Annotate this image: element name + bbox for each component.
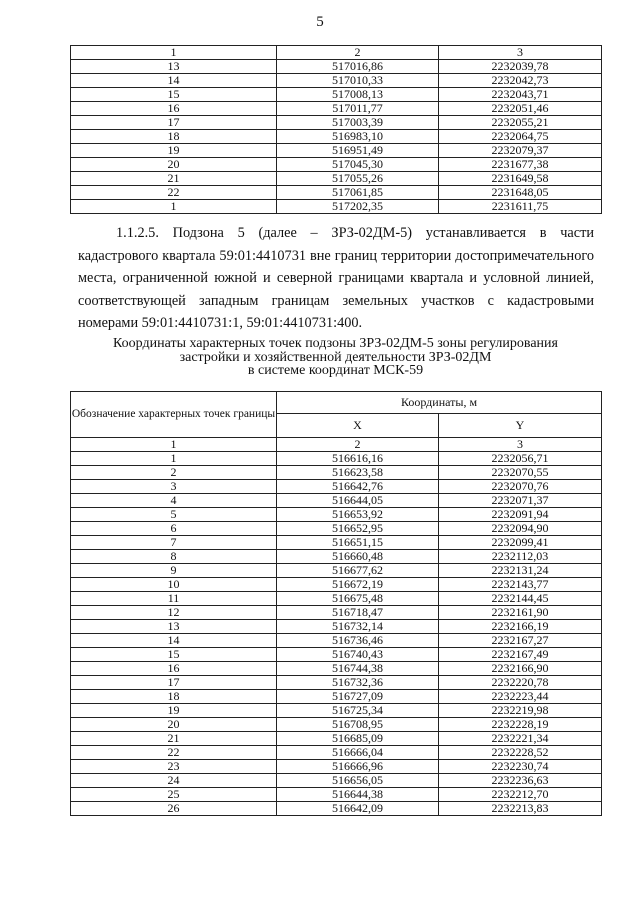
x-coordinate: 516675,48 [277, 592, 439, 606]
y-coordinate: 2232056,71 [439, 452, 602, 466]
table-row [71, 102, 602, 116]
point-number: 5 [71, 508, 277, 522]
y-coordinate: 2232071,37 [439, 494, 602, 508]
y-coordinate: 2232070,76 [439, 480, 602, 494]
x-coordinate: 516666,96 [277, 760, 439, 774]
point-number: 10 [71, 578, 277, 592]
table-row [71, 774, 602, 788]
y-coordinate: 2232039,78 [439, 60, 602, 74]
x-coordinate: 516672,19 [277, 578, 439, 592]
table-row [71, 452, 602, 466]
x-coordinate: 516685,09 [277, 732, 439, 746]
column-number: 1 [71, 438, 277, 452]
paragraph-subzone-5 [78, 222, 594, 335]
point-number: 11 [71, 592, 277, 606]
x-coordinate: 516744,38 [277, 662, 439, 676]
x-coordinate: 516718,47 [277, 606, 439, 620]
point-number: 1 [71, 200, 277, 214]
column-number: 3 [439, 46, 602, 60]
x-coordinate: 516740,43 [277, 648, 439, 662]
page-number: 5 [316, 14, 324, 30]
y-coordinate: 2232143,77 [439, 578, 602, 592]
x-coordinate: 516642,76 [277, 480, 439, 494]
column-number: 3 [439, 438, 602, 452]
table-row [71, 788, 602, 802]
table-row [71, 144, 602, 158]
table-row [71, 564, 602, 578]
point-number: 2 [71, 466, 277, 480]
x-coordinate: 516666,04 [277, 746, 439, 760]
y-coordinate: 2232161,90 [439, 606, 602, 620]
y-coordinate: 2232094,90 [439, 522, 602, 536]
x-coordinate: 516651,15 [277, 536, 439, 550]
y-coordinate: 2232167,49 [439, 648, 602, 662]
point-number: 1 [71, 452, 277, 466]
caption-line: застройки и хозяйственной деятельности ЗРЗ-02ДМ [179, 349, 492, 365]
x-coordinate: 516656,05 [277, 774, 439, 788]
y-coordinate: 2232228,19 [439, 718, 602, 732]
table-row [71, 60, 602, 74]
coordinates-table [70, 391, 602, 816]
x-coordinate: 517045,30 [277, 158, 439, 172]
point-number: 14 [71, 634, 277, 648]
x-coordinate: 516732,36 [277, 676, 439, 690]
x-coordinate: 516644,38 [277, 788, 439, 802]
table-row [71, 536, 602, 550]
caption-line: Координаты характерных точек подзоны ЗРЗ-02ДМ-5 зоны регулирования [113, 336, 558, 351]
caption-line: в системе координат МСК-59 [247, 363, 424, 378]
y-coordinate: 2232166,90 [439, 662, 602, 676]
point-number: 17 [71, 676, 277, 690]
y-coordinate: 2232051,46 [439, 102, 602, 116]
point-number: 15 [71, 88, 277, 102]
point-number: 17 [71, 116, 277, 130]
y-coordinate: 2232112,03 [439, 550, 602, 564]
y-coordinate: 2232236,63 [439, 774, 602, 788]
y-coordinate: 2231611,75 [439, 200, 602, 214]
table-row [71, 606, 602, 620]
y-coordinate: 2232219,98 [439, 704, 602, 718]
x-coordinate: 516644,05 [277, 494, 439, 508]
table-body [71, 60, 602, 214]
table-row [71, 648, 602, 662]
table-row [71, 522, 602, 536]
point-number: 18 [71, 130, 277, 144]
x-coordinate: 516660,48 [277, 550, 439, 564]
y-coordinate: 2232230,74 [439, 760, 602, 774]
column-number-row [71, 438, 602, 452]
point-number: 22 [71, 746, 277, 760]
point-number: 4 [71, 494, 277, 508]
point-number: 15 [71, 648, 277, 662]
point-number: 16 [71, 102, 277, 116]
x-coordinate: 516708,95 [277, 718, 439, 732]
table-row [71, 732, 602, 746]
y-coordinate: 2232167,27 [439, 634, 602, 648]
x-coordinate: 516732,14 [277, 620, 439, 634]
y-coordinate: 2231648,05 [439, 186, 602, 200]
point-number: 24 [71, 774, 277, 788]
table-row [71, 200, 602, 214]
point-number: 14 [71, 74, 277, 88]
x-header: X [277, 413, 439, 437]
table-row [71, 690, 602, 704]
y-header: Y [439, 413, 602, 437]
y-coordinate: 2232166,19 [439, 620, 602, 634]
x-coordinate: 517061,85 [277, 186, 439, 200]
y-coordinate: 2232223,44 [439, 690, 602, 704]
column-number: 2 [277, 438, 439, 452]
table-row [71, 634, 602, 648]
y-coordinate: 2232070,55 [439, 466, 602, 480]
point-number: 13 [71, 60, 277, 74]
x-coordinate: 516616,16 [277, 452, 439, 466]
point-number: 23 [71, 760, 277, 774]
y-coordinate: 2232099,41 [439, 536, 602, 550]
y-coordinate: 2231677,38 [439, 158, 602, 172]
point-number: 13 [71, 620, 277, 634]
table-row [71, 676, 602, 690]
table-row [71, 578, 602, 592]
x-coordinate: 517055,26 [277, 172, 439, 186]
table-row [71, 592, 602, 606]
table-row [71, 704, 602, 718]
y-coordinate: 2232221,34 [439, 732, 602, 746]
x-coordinate: 517010,33 [277, 74, 439, 88]
x-coordinate: 516983,10 [277, 130, 439, 144]
paragraph-text: 1.1.2.5. Подзона 5 (далее – ЗРЗ-02ДМ-5) устанавливается в части кадастрового квартала 59:01:4410731 вне границ территории достопримечательного места, ограниченной южной и северной границами квартала и условной линией, соответствующей западным границам земельных участков с кадастровыми номерами 59:01:4410731:1, 59:01:4410731:400. [78, 225, 594, 331]
table-row [71, 466, 602, 480]
table-row [71, 130, 602, 144]
table-row [71, 718, 602, 732]
point-number: 19 [71, 704, 277, 718]
y-coordinate: 2232055,21 [439, 116, 602, 130]
table-row [71, 550, 602, 564]
point-number: 25 [71, 788, 277, 802]
y-coordinate: 2232228,52 [439, 746, 602, 760]
y-coordinate: 2232079,37 [439, 144, 602, 158]
point-number: 21 [71, 172, 277, 186]
y-coordinate: 2232091,94 [439, 508, 602, 522]
points-header: Обозначение характерных точек границы [71, 392, 277, 438]
x-coordinate: 516725,34 [277, 704, 439, 718]
x-coordinate: 516951,49 [277, 144, 439, 158]
y-coordinate: 2232144,45 [439, 592, 602, 606]
coordinates-table-continued [70, 45, 602, 214]
table-row [71, 88, 602, 102]
y-coordinate: 2232213,83 [439, 802, 602, 816]
table-row [71, 158, 602, 172]
point-number: 16 [71, 662, 277, 676]
y-coordinate: 2232131,24 [439, 564, 602, 578]
x-coordinate: 516736,46 [277, 634, 439, 648]
point-number: 9 [71, 564, 277, 578]
table-row [71, 802, 602, 816]
point-number: 26 [71, 802, 277, 816]
table-row [71, 508, 602, 522]
table-row [71, 494, 602, 508]
x-coordinate: 517016,86 [277, 60, 439, 74]
point-number: 3 [71, 480, 277, 494]
x-coordinate: 517202,35 [277, 200, 439, 214]
point-number: 20 [71, 718, 277, 732]
table-row [71, 760, 602, 774]
point-number: 8 [71, 550, 277, 564]
x-coordinate: 516677,62 [277, 564, 439, 578]
table-row [71, 172, 602, 186]
column-number-row [71, 46, 602, 60]
x-coordinate: 516642,09 [277, 802, 439, 816]
table-row [71, 74, 602, 88]
x-coordinate: 516653,92 [277, 508, 439, 522]
y-coordinate: 2231649,58 [439, 172, 602, 186]
table-row [71, 620, 602, 634]
y-coordinate: 2232220,78 [439, 676, 602, 690]
point-number: 6 [71, 522, 277, 536]
x-coordinate: 517011,77 [277, 102, 439, 116]
table-row [71, 662, 602, 676]
point-number: 21 [71, 732, 277, 746]
y-coordinate: 2232212,70 [439, 788, 602, 802]
table-row [71, 746, 602, 760]
point-number: 12 [71, 606, 277, 620]
y-coordinate: 2232042,73 [439, 74, 602, 88]
x-coordinate: 517003,39 [277, 116, 439, 130]
point-number: 7 [71, 536, 277, 550]
point-number: 20 [71, 158, 277, 172]
table-row [71, 186, 602, 200]
x-coordinate: 516652,95 [277, 522, 439, 536]
y-coordinate: 2232064,75 [439, 130, 602, 144]
point-number: 19 [71, 144, 277, 158]
x-coordinate: 517008,13 [277, 88, 439, 102]
table-caption [70, 337, 601, 378]
x-coordinate: 516623,58 [277, 466, 439, 480]
table-body [71, 452, 602, 816]
table-row [71, 480, 602, 494]
column-number: 1 [71, 46, 277, 60]
table-row [71, 116, 602, 130]
column-number: 2 [277, 46, 439, 60]
point-number: 18 [71, 690, 277, 704]
x-coordinate: 516727,09 [277, 690, 439, 704]
point-number: 22 [71, 186, 277, 200]
coordinates-header: Координаты, м [277, 392, 602, 414]
y-coordinate: 2232043,71 [439, 88, 602, 102]
